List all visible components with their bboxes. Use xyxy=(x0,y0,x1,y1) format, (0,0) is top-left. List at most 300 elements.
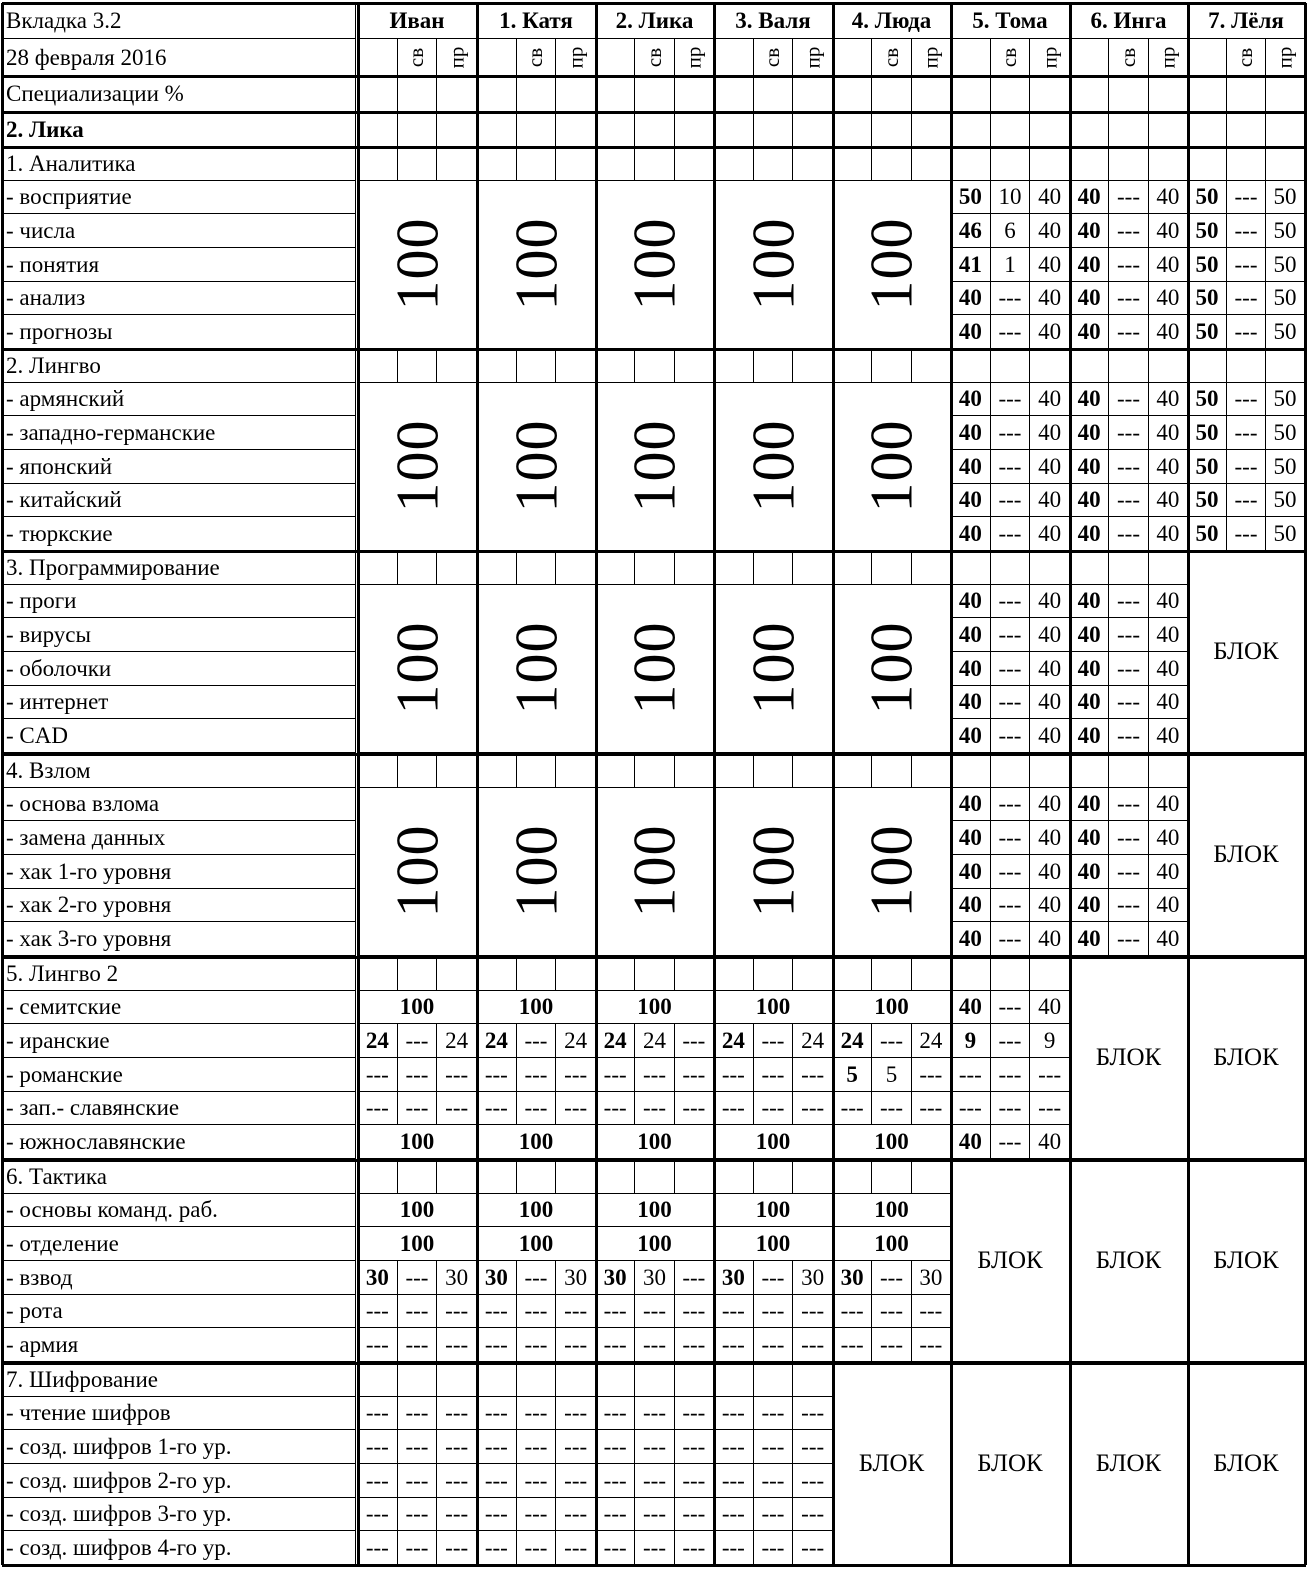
merged-value: 100 xyxy=(358,1125,477,1159)
value-cell: --- xyxy=(793,1058,833,1092)
value-cell: 40 xyxy=(1030,1125,1070,1159)
column-divider xyxy=(476,3,479,1565)
value-cell: --- xyxy=(754,1397,794,1431)
merged-value xyxy=(477,788,596,956)
row-label: - рота xyxy=(2,1295,356,1329)
value-cell: --- xyxy=(991,1125,1031,1159)
section-divider xyxy=(2,2,1306,5)
empty-cell xyxy=(517,147,557,181)
empty-cell xyxy=(714,551,754,585)
value-cell: 50 xyxy=(1266,315,1305,349)
empty-cell xyxy=(754,1363,794,1397)
value-cell: --- xyxy=(358,1498,398,1532)
empty-cell xyxy=(1070,76,1109,112)
empty-cell xyxy=(793,1160,833,1194)
empty-cell xyxy=(991,147,1031,181)
value-cell: --- xyxy=(1109,383,1148,417)
empty-cell xyxy=(596,957,635,991)
row-label: - китайский xyxy=(2,484,356,518)
value-cell: 40 xyxy=(1070,214,1109,248)
empty-cell xyxy=(596,551,635,585)
value-cell: --- xyxy=(872,1092,911,1126)
value-cell: --- xyxy=(1227,214,1266,248)
value-cell: --- xyxy=(596,1397,635,1431)
merged-value: 100 xyxy=(714,1125,833,1159)
merged-value: 100 xyxy=(358,1227,477,1261)
block-cell: БЛОК xyxy=(1070,1160,1188,1362)
empty-cell xyxy=(556,76,596,112)
value-cell: --- xyxy=(437,1092,477,1126)
value-cell: 40 xyxy=(1149,652,1188,686)
empty-cell xyxy=(1030,76,1070,112)
value-cell: --- xyxy=(1030,1092,1070,1126)
empty-cell xyxy=(675,147,714,181)
empty-cell xyxy=(872,957,911,991)
sub-header-pr-text: пр xyxy=(681,46,706,68)
empty-cell xyxy=(596,147,635,181)
sub-header-sv xyxy=(517,39,557,76)
empty-cell xyxy=(437,76,477,112)
value-cell: --- xyxy=(1109,282,1148,316)
value-cell: --- xyxy=(437,1397,477,1431)
section-title: 4. Взлом xyxy=(2,754,356,788)
value-cell: --- xyxy=(991,282,1031,316)
empty-cell xyxy=(833,957,872,991)
value-cell: 30 xyxy=(556,1261,596,1295)
sub-header-sv xyxy=(872,39,911,76)
sub-header-sv-text: св xyxy=(997,47,1022,67)
merged-value: 100 xyxy=(358,991,477,1025)
value-cell: 50 xyxy=(1188,282,1227,316)
value-cell: --- xyxy=(398,1092,438,1126)
value-cell: 24 xyxy=(714,1024,754,1058)
section-title: 5. Лингво 2 xyxy=(2,957,356,991)
block-cell: БЛОК xyxy=(1188,957,1305,1159)
merged-value: 100 xyxy=(833,1194,951,1228)
merged-value xyxy=(358,788,477,956)
merged-value xyxy=(714,788,833,956)
empty-cell xyxy=(793,76,833,112)
empty-cell xyxy=(437,754,477,788)
empty-cell xyxy=(556,112,596,147)
value-cell: --- xyxy=(714,1328,754,1362)
empty-cell xyxy=(437,551,477,585)
value-cell: --- xyxy=(1227,517,1266,551)
block-cell: БЛОК xyxy=(1188,1160,1305,1362)
row-label: - CAD xyxy=(2,719,356,753)
value-cell: 40 xyxy=(951,383,991,417)
value-cell: --- xyxy=(675,1397,714,1431)
value-cell: --- xyxy=(398,1430,438,1464)
value-cell: --- xyxy=(358,1092,398,1126)
empty-cell xyxy=(675,112,714,147)
value-cell: --- xyxy=(872,1295,911,1329)
empty-cell xyxy=(1266,349,1305,383)
empty-cell xyxy=(951,349,991,383)
value-cell: --- xyxy=(793,1464,833,1498)
value-cell: 9 xyxy=(951,1024,991,1058)
empty-cell xyxy=(951,112,991,147)
sub-header-sv xyxy=(1109,39,1148,76)
empty-cell xyxy=(358,754,398,788)
value-cell: --- xyxy=(596,1058,635,1092)
section-divider xyxy=(2,111,1306,114)
value-cell: --- xyxy=(991,719,1031,753)
value-cell: --- xyxy=(596,1464,635,1498)
value-cell: 40 xyxy=(1149,585,1188,619)
section-divider xyxy=(2,753,1306,756)
value-cell: 40 xyxy=(1030,922,1070,956)
value-cell: --- xyxy=(675,1328,714,1362)
value-cell: --- xyxy=(991,652,1031,686)
empty-cell xyxy=(1030,551,1070,585)
merged-value: 100 xyxy=(833,1227,951,1261)
value-cell: 40 xyxy=(1070,282,1109,316)
empty-cell xyxy=(951,957,991,991)
value-cell: --- xyxy=(556,1531,596,1565)
value-cell: --- xyxy=(398,1024,438,1058)
value-cell: --- xyxy=(596,1092,635,1126)
section-divider xyxy=(2,146,1306,149)
empty-cell xyxy=(833,1160,872,1194)
column-header: 7. Лёля xyxy=(1188,3,1305,39)
value-cell: --- xyxy=(1109,484,1148,518)
value-cell: 40 xyxy=(951,855,991,889)
empty-cell xyxy=(556,1363,596,1397)
value-cell: --- xyxy=(714,1498,754,1532)
value-cell: 30 xyxy=(635,1261,674,1295)
value-cell: --- xyxy=(1109,181,1148,215)
value-cell: --- xyxy=(833,1328,872,1362)
row-label: - созд. шифров 2-го ур. xyxy=(2,1464,356,1498)
empty-cell xyxy=(1227,76,1266,112)
empty-cell xyxy=(1109,754,1148,788)
value-cell: 40 xyxy=(1149,315,1188,349)
value-cell: --- xyxy=(833,1092,872,1126)
row-label: - замена данных xyxy=(2,821,356,855)
empty-cell xyxy=(398,1160,438,1194)
value-cell: 40 xyxy=(1149,282,1188,316)
value-cell: 40 xyxy=(1070,315,1109,349)
value-cell: --- xyxy=(358,1397,398,1431)
value-cell: --- xyxy=(358,1464,398,1498)
value-cell: 30 xyxy=(477,1261,517,1295)
value-cell: --- xyxy=(675,1430,714,1464)
value-cell: 50 xyxy=(1266,383,1305,417)
merged-value: 100 xyxy=(477,1125,596,1159)
value-cell: 5 xyxy=(872,1058,911,1092)
value-cell: --- xyxy=(556,1498,596,1532)
value-cell: 40 xyxy=(1070,248,1109,282)
merged-value xyxy=(477,383,596,551)
value-cell: 50 xyxy=(1188,450,1227,484)
empty-cell xyxy=(1109,112,1148,147)
value-cell: 30 xyxy=(714,1261,754,1295)
value-cell: 40 xyxy=(1070,484,1109,518)
value-cell: 41 xyxy=(951,248,991,282)
merged-value-text: 100 xyxy=(384,824,450,918)
value-cell: 40 xyxy=(1149,821,1188,855)
empty-cell xyxy=(556,147,596,181)
column-header: 4. Люда xyxy=(833,3,951,39)
section-title: 1. Аналитика xyxy=(2,147,356,181)
empty-cell xyxy=(437,1363,477,1397)
merged-value xyxy=(358,383,477,551)
empty-cell xyxy=(1030,754,1070,788)
empty-cell xyxy=(1149,76,1188,112)
value-cell: --- xyxy=(991,922,1031,956)
value-cell: 40 xyxy=(951,484,991,518)
value-cell: 50 xyxy=(1188,181,1227,215)
empty-cell xyxy=(635,147,674,181)
empty-cell xyxy=(477,147,517,181)
merged-value-text: 100 xyxy=(740,824,806,918)
value-cell: --- xyxy=(517,1397,557,1431)
value-cell: --- xyxy=(912,1328,951,1362)
sub-header-sv-text: св xyxy=(878,47,903,67)
empty-cell xyxy=(556,957,596,991)
empty-cell xyxy=(1149,551,1188,585)
empty-cell xyxy=(1070,349,1109,383)
column-divider xyxy=(713,3,716,1565)
value-cell: 50 xyxy=(1266,416,1305,450)
empty-cell xyxy=(1109,349,1148,383)
empty-cell xyxy=(596,1363,635,1397)
value-cell: 40 xyxy=(951,991,991,1025)
empty-cell xyxy=(358,1363,398,1397)
value-cell: 40 xyxy=(1149,214,1188,248)
value-cell: 40 xyxy=(951,517,991,551)
value-cell: --- xyxy=(398,1328,438,1362)
sub-header-blank xyxy=(596,39,635,76)
empty-cell xyxy=(1188,349,1227,383)
merged-value-text: 100 xyxy=(503,217,569,311)
merged-value: 100 xyxy=(477,1227,596,1261)
empty-cell xyxy=(833,754,872,788)
empty-cell xyxy=(872,1160,911,1194)
empty-cell xyxy=(912,147,951,181)
empty-cell xyxy=(358,551,398,585)
empty-cell xyxy=(714,957,754,991)
empty-cell xyxy=(754,1160,794,1194)
empty-cell xyxy=(358,1160,398,1194)
value-cell: 40 xyxy=(951,821,991,855)
merged-value-text: 100 xyxy=(740,217,806,311)
empty-cell xyxy=(1149,349,1188,383)
empty-cell xyxy=(912,349,951,383)
sub-header-sv-text: св xyxy=(404,47,429,67)
empty-cell xyxy=(1188,76,1227,112)
value-cell: 30 xyxy=(358,1261,398,1295)
value-cell: --- xyxy=(754,1058,794,1092)
merged-value-text: 100 xyxy=(503,824,569,918)
value-cell: --- xyxy=(1227,416,1266,450)
empty-cell xyxy=(398,957,438,991)
value-cell: 40 xyxy=(1030,821,1070,855)
merged-value xyxy=(596,788,714,956)
empty-cell xyxy=(596,349,635,383)
value-cell: 40 xyxy=(1030,416,1070,450)
value-cell: 24 xyxy=(793,1024,833,1058)
value-cell: 30 xyxy=(912,1261,951,1295)
value-cell: --- xyxy=(635,1430,674,1464)
merged-value-text: 100 xyxy=(384,217,450,311)
merged-value xyxy=(833,585,951,753)
empty-cell xyxy=(358,112,398,147)
merged-value-text: 100 xyxy=(503,621,569,715)
empty-cell xyxy=(635,754,674,788)
empty-cell xyxy=(951,551,991,585)
value-cell: --- xyxy=(991,821,1031,855)
value-cell: 46 xyxy=(951,214,991,248)
value-cell: 40 xyxy=(1070,922,1109,956)
value-cell: --- xyxy=(477,1430,517,1464)
empty-cell xyxy=(596,112,635,147)
value-cell: 40 xyxy=(1030,484,1070,518)
value-cell: 50 xyxy=(1266,450,1305,484)
value-cell: 40 xyxy=(1070,686,1109,720)
value-cell: --- xyxy=(714,1464,754,1498)
merged-value xyxy=(714,383,833,551)
sub-header-blank xyxy=(477,39,517,76)
value-cell: --- xyxy=(477,1498,517,1532)
value-cell: 40 xyxy=(951,585,991,619)
empty-cell xyxy=(951,76,991,112)
empty-cell xyxy=(358,76,398,112)
empty-cell xyxy=(437,957,477,991)
column-header: 5. Тома xyxy=(951,3,1070,39)
value-cell: --- xyxy=(358,1430,398,1464)
sub-header-pr xyxy=(1149,39,1188,76)
merged-value-text: 100 xyxy=(621,621,688,715)
value-cell: --- xyxy=(358,1058,398,1092)
empty-cell xyxy=(477,1160,517,1194)
empty-cell xyxy=(1188,147,1227,181)
merged-value: 100 xyxy=(714,1227,833,1261)
value-cell: 40 xyxy=(1070,889,1109,923)
value-cell: 40 xyxy=(1030,652,1070,686)
value-cell: 40 xyxy=(1149,450,1188,484)
value-cell: 50 xyxy=(1188,484,1227,518)
value-cell: --- xyxy=(754,1430,794,1464)
value-cell: --- xyxy=(872,1024,911,1058)
value-cell: --- xyxy=(635,1058,674,1092)
value-cell: 5 xyxy=(833,1058,872,1092)
empty-cell xyxy=(1030,957,1070,991)
empty-cell xyxy=(833,147,872,181)
value-cell: --- xyxy=(714,1295,754,1329)
empty-cell xyxy=(1109,551,1148,585)
empty-cell xyxy=(675,1363,714,1397)
sub-header-blank xyxy=(358,39,398,76)
value-cell: --- xyxy=(1227,315,1266,349)
empty-cell xyxy=(477,112,517,147)
value-cell: 40 xyxy=(1070,517,1109,551)
empty-cell xyxy=(872,147,911,181)
row-label: - вирусы xyxy=(2,618,356,652)
sub-header-sv-text: св xyxy=(641,47,666,67)
merged-value-text: 100 xyxy=(858,217,925,311)
empty-cell xyxy=(517,349,557,383)
value-cell: 50 xyxy=(1266,517,1305,551)
empty-cell xyxy=(912,551,951,585)
value-cell: --- xyxy=(793,1498,833,1532)
sub-header-pr-text: пр xyxy=(800,46,825,68)
value-cell: 40 xyxy=(1030,450,1070,484)
section-divider xyxy=(2,956,1306,959)
column-divider xyxy=(595,3,598,1565)
value-cell: --- xyxy=(1227,282,1266,316)
empty-cell xyxy=(872,754,911,788)
value-cell: 24 xyxy=(358,1024,398,1058)
empty-cell xyxy=(1070,754,1109,788)
empty-cell xyxy=(675,349,714,383)
value-cell: --- xyxy=(477,1464,517,1498)
value-cell: 40 xyxy=(1030,991,1070,1025)
empty-cell xyxy=(635,1160,674,1194)
value-cell: --- xyxy=(991,991,1031,1025)
row-label: - понятия xyxy=(2,248,356,282)
empty-cell xyxy=(477,76,517,112)
empty-cell xyxy=(793,754,833,788)
value-cell: --- xyxy=(991,686,1031,720)
specializations-label: Специализации % xyxy=(2,76,356,112)
value-cell: --- xyxy=(951,1058,991,1092)
empty-cell xyxy=(754,349,794,383)
value-cell: 40 xyxy=(1070,618,1109,652)
empty-cell xyxy=(358,957,398,991)
value-cell: --- xyxy=(596,1531,635,1565)
value-cell: --- xyxy=(991,1024,1031,1058)
value-cell: --- xyxy=(991,416,1031,450)
empty-cell xyxy=(714,754,754,788)
merged-value xyxy=(714,585,833,753)
value-cell: 40 xyxy=(1030,315,1070,349)
merged-value: 100 xyxy=(596,1227,714,1261)
value-cell: 40 xyxy=(1070,585,1109,619)
sub-header-sv-text: св xyxy=(760,47,785,67)
value-cell: --- xyxy=(596,1430,635,1464)
value-cell: --- xyxy=(1109,315,1148,349)
value-cell: 24 xyxy=(912,1024,951,1058)
value-cell: --- xyxy=(477,1328,517,1362)
row-label: - иранские xyxy=(2,1024,356,1058)
value-cell: --- xyxy=(912,1092,951,1126)
section-divider xyxy=(2,75,1306,78)
value-cell: 50 xyxy=(1188,214,1227,248)
empty-cell xyxy=(714,147,754,181)
value-cell: 40 xyxy=(1070,181,1109,215)
merged-value xyxy=(714,181,833,349)
value-cell: --- xyxy=(437,1295,477,1329)
row-label: - созд. шифров 4-го ур. xyxy=(2,1531,356,1565)
value-cell: --- xyxy=(991,618,1031,652)
value-cell: 40 xyxy=(951,282,991,316)
block-cell: БЛОК xyxy=(1070,957,1188,1159)
value-cell: --- xyxy=(991,315,1031,349)
sub-header-blank xyxy=(833,39,872,76)
value-cell: 40 xyxy=(951,618,991,652)
row-label: - оболочки xyxy=(2,652,356,686)
empty-cell xyxy=(398,76,438,112)
value-cell: --- xyxy=(635,1092,674,1126)
value-cell: --- xyxy=(991,585,1031,619)
empty-cell xyxy=(754,551,794,585)
value-cell: --- xyxy=(1109,719,1148,753)
empty-cell xyxy=(714,76,754,112)
value-cell: --- xyxy=(596,1498,635,1532)
value-cell: --- xyxy=(714,1397,754,1431)
